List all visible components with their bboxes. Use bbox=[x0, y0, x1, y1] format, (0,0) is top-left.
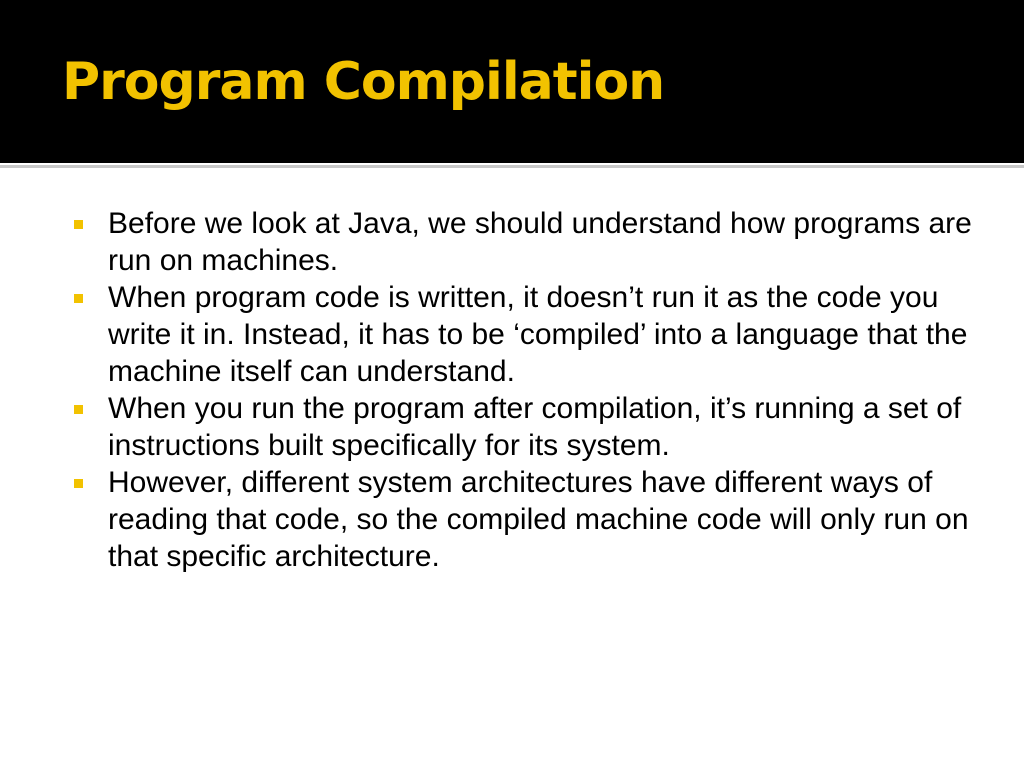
square-bullet-icon bbox=[74, 405, 83, 414]
bullet-text: When program code is written, it doesn’t run it as the code you write it in. Instead, it has to be ‘compiled’ into a language that the machine itself can understand. bbox=[108, 281, 968, 388]
bullet-list bbox=[72, 205, 972, 575]
bullet-text: When you run the program after compilation, it’s running a set of instructions built specifically for its system. bbox=[108, 392, 962, 462]
bullet-item bbox=[72, 390, 972, 464]
square-bullet-icon bbox=[74, 479, 83, 488]
bullet-text: Before we look at Java, we should understand how programs are run on machines. bbox=[108, 207, 972, 277]
bullet-item bbox=[72, 205, 972, 279]
bullet-item bbox=[72, 464, 972, 575]
square-bullet-icon bbox=[74, 294, 83, 303]
title-bar bbox=[0, 0, 1024, 158]
slide-title: Program Compilation bbox=[62, 52, 665, 112]
divider-gray bbox=[0, 165, 1024, 168]
square-bullet-icon bbox=[74, 220, 83, 229]
bullet-text: However, different system architectures have different ways of reading that code, so the compiled machine code will only run on that specific architecture. bbox=[108, 466, 969, 573]
bullet-item bbox=[72, 279, 972, 390]
